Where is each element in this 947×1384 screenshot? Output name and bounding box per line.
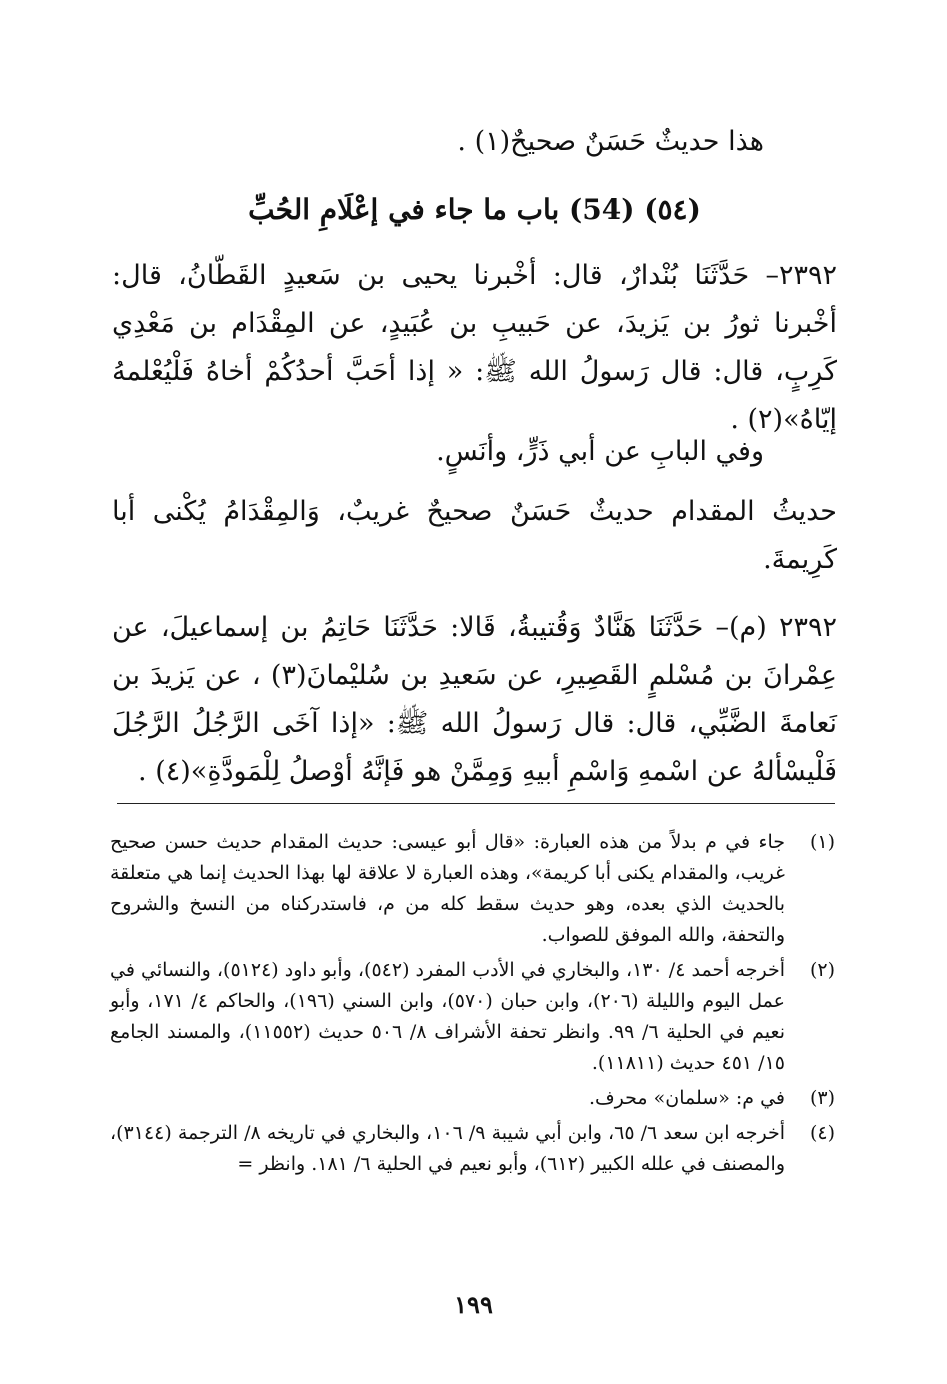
section-heading: (٥٤) (54) باب ما جاء في إعْلَامِ الحُبِّ — [248, 193, 701, 226]
hadith-2392-paragraph: ٢٣٩٢– حَدَّثَنَا بُنْدارٌ، قال: أخْبرنا يحيى بن سَعيدٍ القَطّانُ، قال: أخْبرنا ثورُ بن يَزيدَ، عن حَبيبِ بن عُبَيدٍ، عن المِقْدَام بن مَعْدِي كَرِبٍ، قال: قال رَسولُ الله ﷺ: « إذا أحَبَّ أحدُكُمْ أخاهُ فَلْيُعْلمهُ إيّاهُ»(٢) . — [112, 260, 837, 435]
footnote-2 — [110, 955, 835, 1079]
footnote-number: (١) — [809, 831, 835, 853]
footnotes — [110, 827, 835, 1184]
page-number: ١٩٩ — [454, 1290, 493, 1319]
footnote-text: في م: «سلمان» محرف. — [588, 1087, 785, 1109]
footnote-text: أخرجه أحمد ٤/ ١٣٠، والبخاري في الأدب المفرد (٥٤٢)، وأبو داود (٥١٢٤)، والنسائي في عمل اليوم والليلة (٢٠٦)، وابن حبان (٥٧٠)، وابن السني (١٩٦)، والحاكم ٤/ ١٧١، وأبو نعيم في الحلية ٦/ ٩٩. وانظر تحفة الأشراف ٨/ ٥٠٦ حديث (١١٥٥٢)، والمسند الجامع ١٥/ ٤٥١ حديث (١١٨١١). — [110, 959, 785, 1074]
footnote-text: أخرجه ابن سعد ٦/ ٦٥، وابن أبي شيبة ٩/ ١٠٦، والبخاري في تاريخه ٨/ الترجمة (٣١٤٤)، والمصنف في علله الكبير (٦١٢)، وأبو نعيم في الحلية ٦/ ١٨١. وانظر = — [110, 1122, 785, 1175]
closing-grade-line: هذا حديثٌ حَسَنٌ صحيحٌ(١) . — [457, 126, 764, 157]
footnote-text: جاء في م بدلاً من هذه العبارة: «قال أبو عيسى: حديث المقدام حديث حسن صحيح غريب، والمقدام يكنى أبا كريمة»، وهذه العبارة لا علاقة لها بهذا الحديث إنما هي متعلقة بالحديث الذي بعده، وهو حديث سقط كله من م، فاستدركناه من النسخ والشروح والتحفة، والله الموفق للصواب. — [110, 831, 785, 946]
footnote-number: (٢) — [809, 959, 835, 981]
footnote-4 — [110, 1118, 835, 1180]
grading-paragraph: حديثُ المقدام حديثٌ حَسَنٌ صحيحٌ غريبٌ، وَالمِقْدَامُ يُكْنى أبا كَرِيمةَ. — [112, 496, 837, 575]
footnote-3 — [110, 1083, 835, 1114]
footnote-number: (٣) — [809, 1087, 835, 1109]
footnote-separator — [117, 803, 835, 804]
footnote-1 — [110, 827, 835, 951]
footnote-number: (٤) — [809, 1122, 835, 1144]
hadith-2392m-paragraph: ٢٣٩٢ (م)– حَدَّثَنَا هَنَّادٌ وَقُتيبةُ، قَالا: حَدَّثَنَا حَاتِمُ بن إسماعيلَ، عن عِمْرانَ بن مُسْلمٍ القَصِيرِ، عن سَعيدِ بن سُليْمانَ(٣) ، عن يَزيدَ بن نَعامةَ الضَّبِّي، قال: قال رَسولُ الله ﷺ: «إذا آخَى الرَّجُلُ الرَّجُلَ فَلْيسْألهُ عن اسْمهِ وَاسْمِ أبيهِ وَمِمَّنْ هو فَإنَّهُ أوْصلُ لِلْمَودَّةِ»(٤) . — [112, 612, 837, 787]
bab-note-paragraph: وفي البابِ عن أبي ذَرٍّ، وأنَسٍ. — [436, 436, 764, 467]
